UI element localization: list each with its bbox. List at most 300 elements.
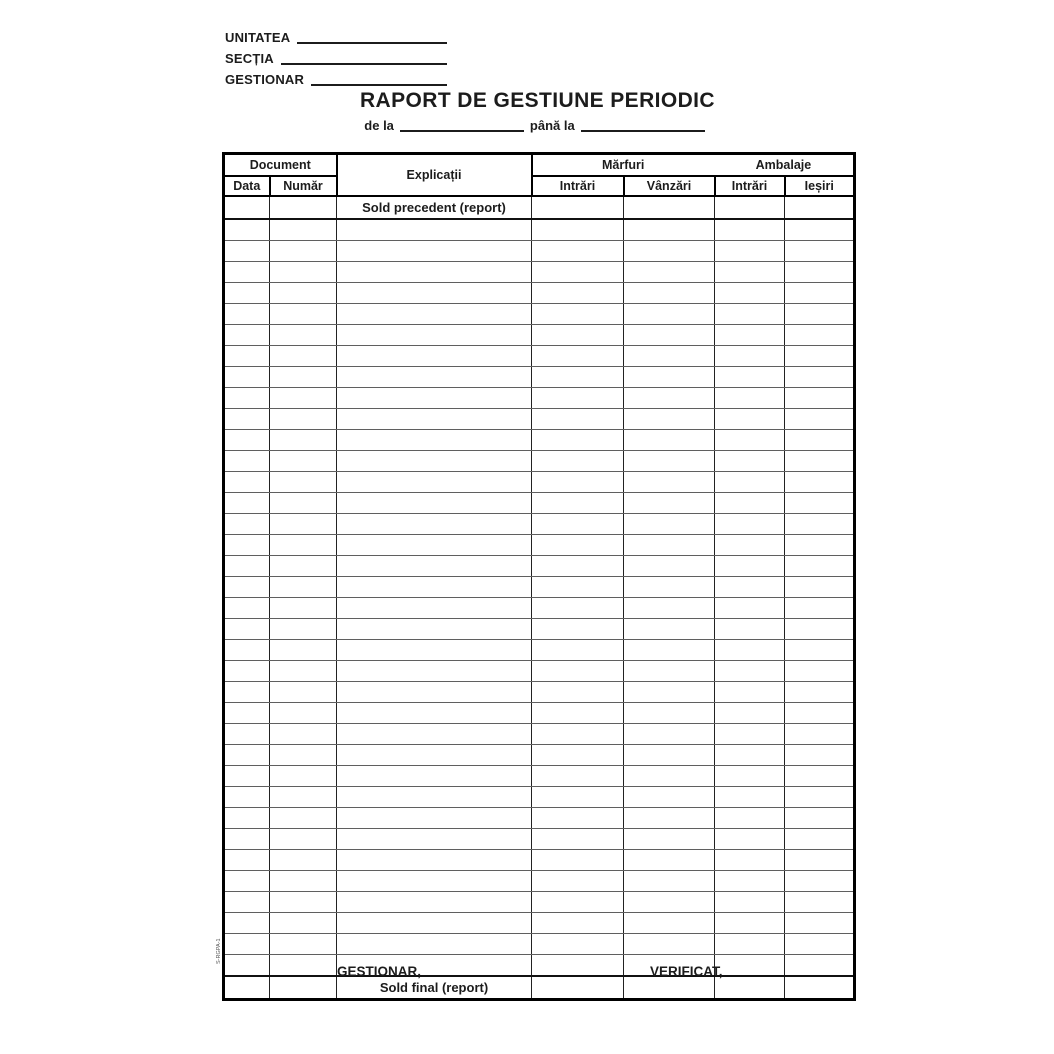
empty-cell (624, 492, 715, 513)
empty-cell (532, 891, 624, 912)
empty-cell (785, 976, 855, 1000)
empty-cell (337, 933, 532, 954)
table-row (224, 807, 855, 828)
empty-cell (715, 534, 785, 555)
empty-cell (624, 282, 715, 303)
empty-cell (624, 240, 715, 261)
empty-cell (532, 471, 624, 492)
empty-cell (532, 976, 624, 1000)
empty-cell (715, 429, 785, 450)
empty-cell (224, 387, 270, 408)
empty-cell (270, 912, 337, 933)
empty-cell (270, 408, 337, 429)
empty-cell (270, 555, 337, 576)
empty-cell (337, 702, 532, 723)
empty-cell (715, 324, 785, 345)
empty-cell (715, 807, 785, 828)
empty-cell (337, 429, 532, 450)
empty-cell (785, 471, 855, 492)
empty-cell (337, 387, 532, 408)
empty-cell (337, 786, 532, 807)
empty-cell (785, 954, 855, 976)
empty-cell (224, 660, 270, 681)
empty-cell (624, 744, 715, 765)
field-sectia-label: SECȚIA (225, 51, 274, 66)
empty-cell (785, 408, 855, 429)
page-title: RAPORT DE GESTIUNE PERIODIC (359, 89, 715, 112)
empty-cell (715, 240, 785, 261)
empty-cell (532, 387, 624, 408)
empty-cell (532, 429, 624, 450)
table-row (224, 366, 855, 387)
sold-final-row (224, 976, 855, 1000)
empty-cell (532, 597, 624, 618)
empty-cell (270, 870, 337, 891)
empty-cell (224, 786, 270, 807)
empty-cell (270, 849, 337, 870)
empty-cell (624, 639, 715, 660)
table-row (224, 828, 855, 849)
table-row (224, 723, 855, 744)
empty-cell (715, 513, 785, 534)
empty-cell (532, 303, 624, 324)
empty-cell (270, 976, 337, 1000)
empty-cell (715, 450, 785, 471)
empty-cell (337, 303, 532, 324)
empty-cell (224, 450, 270, 471)
empty-cell (715, 345, 785, 366)
empty-cell (224, 933, 270, 954)
empty-cell (532, 282, 624, 303)
empty-cell (224, 912, 270, 933)
col-header-explicatii: Explicații (337, 154, 532, 196)
table-row (224, 240, 855, 261)
empty-cell (624, 681, 715, 702)
empty-cell (715, 219, 785, 241)
empty-cell (337, 828, 532, 849)
empty-cell (337, 366, 532, 387)
empty-cell (337, 345, 532, 366)
empty-cell (337, 471, 532, 492)
col-group-document: Document (224, 154, 337, 176)
empty-cell (715, 576, 785, 597)
empty-cell (270, 219, 337, 241)
header-fields (225, 24, 447, 87)
empty-cell (337, 618, 532, 639)
table-row (224, 933, 855, 954)
empty-cell (785, 891, 855, 912)
field-gestionar (225, 66, 447, 87)
empty-cell (532, 555, 624, 576)
empty-cell (224, 219, 270, 241)
empty-cell (532, 828, 624, 849)
empty-cell (224, 471, 270, 492)
empty-cell (337, 849, 532, 870)
col-group-ambalaje: Ambalaje (755, 157, 812, 172)
table-row (224, 471, 855, 492)
field-gestionar-label: GESTIONAR (225, 72, 305, 87)
empty-cell (532, 618, 624, 639)
empty-cell (270, 429, 337, 450)
empty-cell (337, 408, 532, 429)
empty-cell (532, 660, 624, 681)
empty-cell (624, 660, 715, 681)
empty-cell (270, 534, 337, 555)
empty-cell (715, 555, 785, 576)
table-row (224, 219, 855, 241)
field-unitatea-blank-line (297, 42, 447, 44)
col-group-marfuri-ambalaje (532, 154, 855, 176)
table-row (224, 429, 855, 450)
gestiune-table (222, 152, 856, 1001)
empty-cell (337, 597, 532, 618)
empty-cell (532, 366, 624, 387)
empty-cell (224, 513, 270, 534)
empty-cell (532, 954, 624, 976)
empty-cell (532, 196, 624, 219)
empty-cell (624, 450, 715, 471)
empty-cell (224, 954, 270, 976)
col-group-marfuri: Mărfuri (602, 157, 645, 172)
empty-cell (224, 639, 270, 660)
empty-cell (785, 534, 855, 555)
field-sectia-blank-line (281, 63, 447, 65)
empty-cell (715, 408, 785, 429)
empty-cell (337, 240, 532, 261)
empty-cell (224, 555, 270, 576)
empty-cell (337, 765, 532, 786)
empty-cell (785, 219, 855, 241)
empty-cell (785, 933, 855, 954)
empty-cell (337, 891, 532, 912)
empty-cell (532, 933, 624, 954)
empty-cell (715, 954, 785, 976)
empty-cell (337, 555, 532, 576)
empty-cell (624, 891, 715, 912)
empty-cell (532, 408, 624, 429)
empty-cell (224, 723, 270, 744)
empty-cell (624, 387, 715, 408)
empty-cell (785, 387, 855, 408)
empty-cell (785, 597, 855, 618)
empty-cell (224, 324, 270, 345)
empty-cell (224, 534, 270, 555)
empty-cell (532, 807, 624, 828)
empty-cell (785, 618, 855, 639)
empty-cell (785, 450, 855, 471)
table-row (224, 408, 855, 429)
table-row (224, 450, 855, 471)
col-header-marfuri-intrari: Intrări (532, 176, 624, 196)
empty-cell (270, 933, 337, 954)
sold-precedent-row (224, 196, 855, 219)
table-row (224, 744, 855, 765)
empty-cell (785, 807, 855, 828)
col-header-numar: Număr (270, 176, 337, 196)
empty-cell (224, 807, 270, 828)
period-line (222, 118, 853, 133)
empty-cell (270, 345, 337, 366)
empty-cell (532, 723, 624, 744)
field-unitatea-label: UNITATEA (225, 30, 291, 45)
empty-cell (785, 429, 855, 450)
empty-cell (624, 870, 715, 891)
form-code: S-RGPA-1 (216, 938, 222, 964)
empty-cell (715, 933, 785, 954)
table-row (224, 513, 855, 534)
empty-cell (715, 639, 785, 660)
empty-cell (785, 324, 855, 345)
empty-cell (224, 765, 270, 786)
empty-cell (270, 660, 337, 681)
empty-cell (270, 807, 337, 828)
empty-cell (715, 891, 785, 912)
empty-cell (224, 366, 270, 387)
empty-cell (785, 261, 855, 282)
empty-cell (624, 219, 715, 241)
period-to-blank-line (581, 118, 705, 132)
empty-cell (715, 282, 785, 303)
empty-cell (224, 429, 270, 450)
empty-cell (785, 870, 855, 891)
empty-cell (337, 660, 532, 681)
table-header (224, 154, 855, 196)
table-row (224, 702, 855, 723)
empty-cell (270, 261, 337, 282)
empty-cell (715, 723, 785, 744)
signature-verificat: VERIFICAT, (650, 964, 723, 979)
empty-cell (270, 681, 337, 702)
period-from-label: de la (364, 118, 394, 133)
empty-cell (337, 534, 532, 555)
period-to-label: până la (529, 118, 575, 133)
empty-cell (270, 324, 337, 345)
empty-cell (532, 324, 624, 345)
empty-cell (270, 723, 337, 744)
col-header-ambalaje-intrari: Intrări (715, 176, 785, 196)
table-row (224, 786, 855, 807)
empty-cell (532, 681, 624, 702)
empty-cell (624, 765, 715, 786)
empty-cell (785, 492, 855, 513)
empty-cell (270, 282, 337, 303)
empty-cell (224, 303, 270, 324)
table-row (224, 765, 855, 786)
empty-cell (624, 513, 715, 534)
table-row (224, 681, 855, 702)
empty-cell (337, 576, 532, 597)
empty-cell (785, 303, 855, 324)
empty-cell (785, 576, 855, 597)
field-gestionar-blank-line (311, 84, 447, 86)
empty-cell (337, 912, 532, 933)
table-row (224, 870, 855, 891)
empty-cell (785, 345, 855, 366)
empty-cell (715, 492, 785, 513)
empty-cell (715, 261, 785, 282)
empty-cell (270, 513, 337, 534)
empty-cell (337, 513, 532, 534)
empty-cell (532, 702, 624, 723)
empty-cell (715, 870, 785, 891)
empty-cell (624, 534, 715, 555)
empty-cell (337, 450, 532, 471)
empty-cell (715, 196, 785, 219)
empty-cell (785, 702, 855, 723)
empty-cell (224, 282, 270, 303)
empty-cell (532, 912, 624, 933)
empty-cell (624, 261, 715, 282)
empty-cell (624, 345, 715, 366)
empty-cell (715, 849, 785, 870)
table-row (224, 303, 855, 324)
empty-cell (224, 240, 270, 261)
empty-cell (624, 303, 715, 324)
empty-cell (785, 912, 855, 933)
empty-cell (270, 366, 337, 387)
empty-cell (270, 765, 337, 786)
empty-cell (337, 261, 532, 282)
empty-cell (532, 639, 624, 660)
empty-cell (715, 618, 785, 639)
empty-cell (532, 870, 624, 891)
empty-cell (624, 702, 715, 723)
empty-cell (224, 702, 270, 723)
empty-cell (224, 891, 270, 912)
empty-cell (624, 828, 715, 849)
col-header-ambalaje-iesiri: Ieșiri (785, 176, 855, 196)
empty-cell (270, 954, 337, 976)
empty-cell (337, 723, 532, 744)
col-header-marfuri-vanzari: Vânzări (624, 176, 715, 196)
empty-cell (224, 261, 270, 282)
empty-cell (715, 681, 785, 702)
empty-cell (224, 345, 270, 366)
empty-cell (224, 744, 270, 765)
empty-cell (785, 366, 855, 387)
empty-cell (270, 828, 337, 849)
empty-cell (270, 597, 337, 618)
table-row (224, 597, 855, 618)
empty-cell (224, 196, 270, 219)
table-row (224, 261, 855, 282)
empty-cell (785, 765, 855, 786)
empty-cell (532, 765, 624, 786)
empty-cell (224, 408, 270, 429)
empty-cell (337, 282, 532, 303)
table-row (224, 492, 855, 513)
empty-cell (270, 702, 337, 723)
empty-cell (624, 366, 715, 387)
empty-cell (785, 681, 855, 702)
empty-cell (785, 513, 855, 534)
empty-cell (624, 933, 715, 954)
field-unitatea (225, 24, 447, 45)
empty-cell (270, 891, 337, 912)
table-row (224, 576, 855, 597)
empty-cell (224, 576, 270, 597)
empty-cell (270, 196, 337, 219)
empty-cell (270, 240, 337, 261)
empty-cell (785, 828, 855, 849)
empty-cell (715, 828, 785, 849)
empty-cell (270, 639, 337, 660)
empty-cell (224, 681, 270, 702)
empty-cell (337, 324, 532, 345)
empty-cell (224, 849, 270, 870)
empty-cell (785, 240, 855, 261)
empty-cell (715, 976, 785, 1000)
table-row (224, 345, 855, 366)
empty-cell (532, 576, 624, 597)
empty-cell (715, 765, 785, 786)
empty-cell (532, 744, 624, 765)
empty-cell (785, 282, 855, 303)
field-sectia (225, 45, 447, 66)
empty-cell (337, 870, 532, 891)
empty-cell (715, 366, 785, 387)
empty-cell (224, 870, 270, 891)
empty-cell (224, 828, 270, 849)
empty-cell (715, 597, 785, 618)
col-header-data: Data (224, 176, 270, 196)
empty-cell (785, 744, 855, 765)
empty-cell (785, 555, 855, 576)
empty-cell (624, 555, 715, 576)
empty-cell (532, 513, 624, 534)
empty-cell (270, 471, 337, 492)
table-row (224, 891, 855, 912)
empty-cell (715, 303, 785, 324)
empty-cell (624, 324, 715, 345)
empty-cell (624, 408, 715, 429)
table-row (224, 618, 855, 639)
signature-gestionar: GESTIONAR, (337, 964, 422, 979)
empty-cell (785, 786, 855, 807)
table-row (224, 555, 855, 576)
empty-cell (624, 196, 715, 219)
empty-cell (532, 240, 624, 261)
empty-cell (270, 492, 337, 513)
empty-cell (624, 976, 715, 1000)
empty-cell (532, 345, 624, 366)
empty-cell (270, 744, 337, 765)
period-from-blank-line (400, 118, 524, 132)
empty-cell (624, 807, 715, 828)
table-body (224, 196, 855, 219)
empty-cell (270, 576, 337, 597)
table-row (224, 660, 855, 681)
empty-cell (270, 450, 337, 471)
empty-cell (785, 660, 855, 681)
empty-cell (224, 976, 270, 1000)
empty-cell (224, 492, 270, 513)
empty-cell (270, 618, 337, 639)
empty-cell (715, 702, 785, 723)
empty-cell (785, 723, 855, 744)
sold-precedent-label: Sold precedent (report) (337, 196, 532, 219)
empty-cell (532, 261, 624, 282)
empty-cell (624, 849, 715, 870)
table-row (224, 534, 855, 555)
empty-cell (224, 618, 270, 639)
empty-cell (337, 219, 532, 241)
empty-cell (224, 597, 270, 618)
table-footer-rows (224, 976, 855, 1000)
empty-cell (337, 807, 532, 828)
table-row (224, 954, 855, 976)
empty-cell (785, 849, 855, 870)
